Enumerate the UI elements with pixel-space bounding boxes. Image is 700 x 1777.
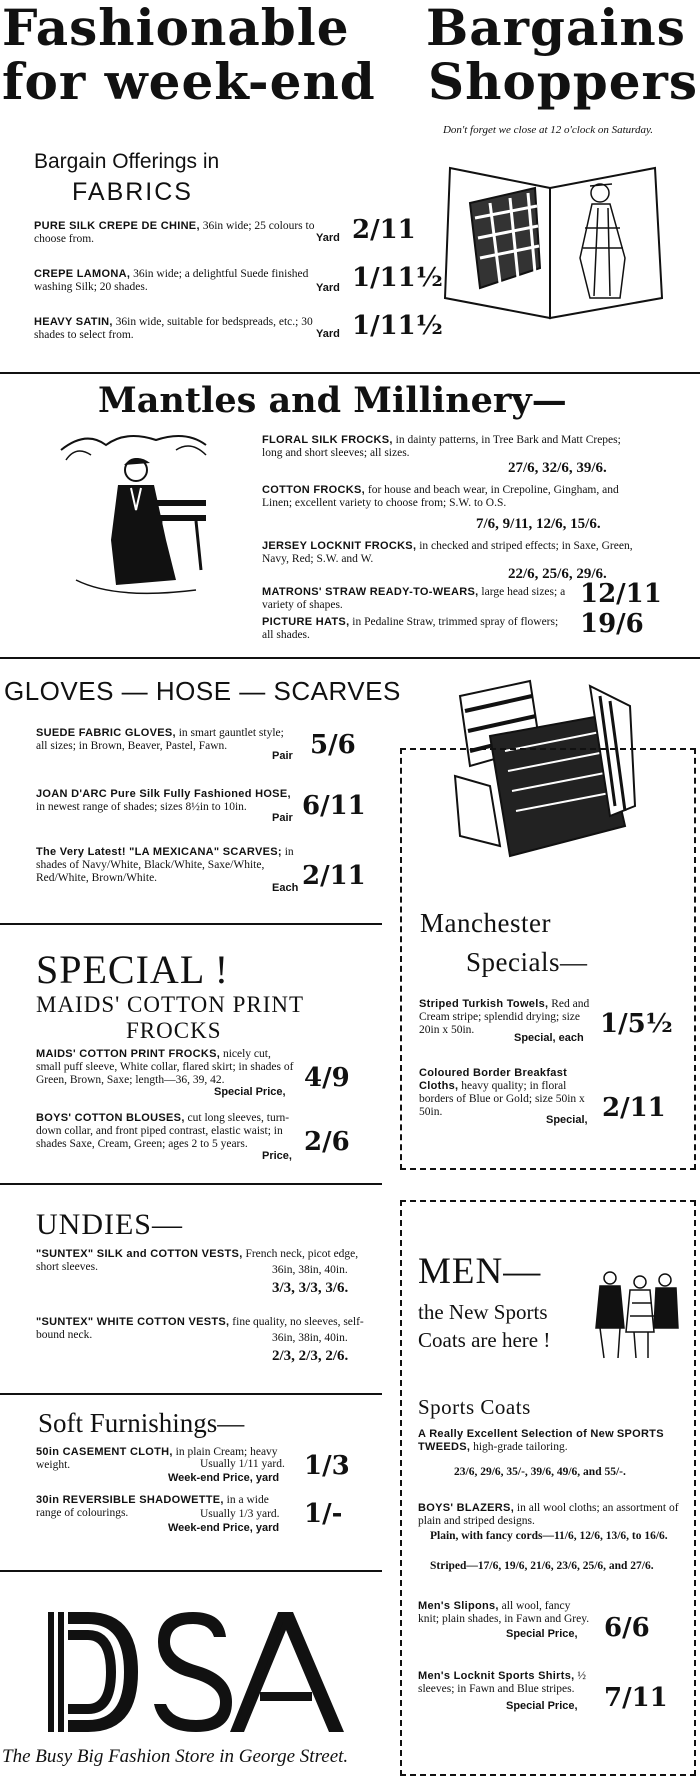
mantles-item-5-desc: in Pedaline Straw, trimmed spray of flowers; all shades. — [262, 616, 559, 641]
furnishings-item-2-price: 1/- — [304, 1499, 343, 1529]
blazers-plain: Plain, with fancy cords—11/6, 12/6, 13/6, to 16/6. — [430, 1530, 668, 1542]
mantles-item-3-name: JERSEY LOCKNIT FROCKS, — [262, 540, 417, 552]
men-item-2-name: Men's Locknit Sports Shirts, — [418, 1670, 575, 1682]
fabric-item-2-price: 1/11½ — [352, 263, 443, 293]
men-item-2-desc: ½ sleeves; in Fawn and Blue stripes. — [418, 1670, 586, 1695]
men-item-1-name: Men's Slipons, — [418, 1600, 499, 1612]
gloves-title: GLOVES — HOSE — SCARVES — [4, 676, 401, 706]
undies-item-1-prices: 3/3, 3/3, 3/6. — [272, 1280, 349, 1296]
fabric-item-1-text — [34, 220, 344, 246]
fabric-item-2-unit: Yard — [316, 282, 340, 294]
furnishings-title: Soft Furnishings— — [38, 1408, 245, 1438]
men-item-1-unit: Special Price, — [506, 1628, 578, 1640]
fabric-item-3-desc: 36in wide, suitable for bedspreads, etc.; 30 shades to select from. — [34, 316, 313, 341]
undies-item-1-name: "SUNTEX" SILK and COTTON VESTS, — [36, 1248, 243, 1260]
gloves-item-3-text — [36, 846, 294, 885]
special-item-2-text — [36, 1112, 296, 1151]
sports-desc — [418, 1428, 680, 1454]
undies-item-2-sizes: 36in, 38in, 40in. — [272, 1332, 348, 1344]
sports-desc-c: high-grade tailoring. — [473, 1441, 568, 1453]
men-item-2-text — [418, 1670, 593, 1696]
fabric-item-2-text — [34, 268, 344, 294]
divider-5 — [0, 1393, 382, 1395]
special-item-1-name: MAIDS' COTTON PRINT FROCKS, — [36, 1048, 221, 1060]
sports-desc-b: SPORTS TWEEDS, — [418, 1428, 664, 1453]
woman-on-bench-illustration — [56, 430, 216, 608]
gloves-item-2-name: JOAN D'ARC Pure Silk Fully Fashioned HOSE, — [36, 788, 291, 800]
gloves-item-3-price: 2/11 — [302, 861, 366, 891]
men-tagline-line2: Coats are here ! — [418, 1328, 551, 1352]
manchester-item-2-text — [419, 1067, 591, 1119]
special-item-1-text — [36, 1048, 296, 1087]
men-item-2-price: 7/11 — [604, 1683, 668, 1713]
special-item-1-price: 4/9 — [304, 1063, 350, 1093]
special-item-1-unit: Special Price, — [214, 1086, 286, 1098]
fabric-item-1-price: 2/11 — [352, 215, 416, 245]
furnishings-item-1-name: 50in CASEMENT CLOTH, — [36, 1446, 173, 1458]
gloves-item-2-price: 6/11 — [302, 791, 366, 821]
mantles-item-2-desc: for house and beach wear, in Crepoline, Gingham, and Linen; excellent variety to choose from; S.W. to O.S. — [262, 484, 619, 509]
furnishings-item-1-desc: in plain Cream; heavy weight. — [36, 1446, 278, 1471]
furnishings-item-2-usual: Usually 1/3 yard. — [200, 1508, 280, 1520]
men-title: MEN— — [418, 1251, 542, 1292]
blazers-striped: Striped—17/6, 19/6, 21/6, 23/6, 25/6, and 27/6. — [430, 1560, 654, 1572]
manchester-title-line2: Specials— — [466, 947, 588, 977]
mantles-item-1-prices: 27/6, 32/6, 39/6. — [508, 460, 607, 476]
special-item-1-desc: nicely cut, small puff sleeve, White collar, flared skirt; in shades of Green, Brown, Saxe; length—36, 39, 42. — [36, 1048, 294, 1086]
special-item-2-unit: Price, — [262, 1150, 292, 1162]
men-item-1-text — [418, 1600, 593, 1626]
headline-line2-left: for week-end — [2, 52, 376, 111]
sports-prices: 23/6, 29/6, 35/-, 39/6, 49/6, and 55/-. — [454, 1466, 626, 1478]
furnishings-item-1-usual: Usually 1/11 yard. — [200, 1458, 285, 1470]
furnishings-item-1-price: 1/3 — [304, 1451, 350, 1481]
divider-1 — [0, 372, 700, 374]
undies-item-1-desc: French neck, picot edge, short sleeves. — [36, 1248, 359, 1273]
closing-note: Don't forget we close at 12 o'clock on Saturday. — [442, 124, 654, 136]
undies-item-2-prices: 2/3, 2/3, 2/6. — [272, 1348, 349, 1364]
men-tagline-line1: the New Sports — [418, 1300, 548, 1324]
magazine-illustration — [440, 148, 670, 328]
gloves-item-3-unit: Each — [272, 882, 299, 894]
divider-6 — [0, 1570, 382, 1572]
fabric-item-1-name: PURE SILK CREPE DE CHINE, — [34, 220, 200, 232]
furnishings-item-2-name: 30in REVERSIBLE SHADOWETTE, — [36, 1494, 224, 1506]
dsa-logo — [48, 1612, 344, 1734]
mantles-item-5-name: PICTURE HATS, — [262, 616, 350, 628]
sports-title: Sports Coats — [418, 1395, 531, 1419]
headline-line1-right: Bargains — [426, 0, 686, 57]
gloves-item-3-desc: in shades of Navy/White, Black/White, Saxe/White, Red/White, Brown/White. — [36, 846, 294, 884]
mantles-item-3-text — [262, 540, 642, 566]
manchester-item-1-name: Striped Turkish Towels, — [419, 998, 549, 1010]
men-item-2-unit: Special Price, — [506, 1700, 578, 1712]
mantles-title: Mantles and Millinery— — [98, 380, 567, 421]
special-subtitle-line2: FROCKS — [126, 1018, 222, 1043]
special-title: SPECIAL ! — [36, 947, 230, 992]
gloves-item-2-desc: in newest range of shades; sizes 8½in to 10in. — [36, 801, 247, 813]
furnishings-item-2-desc: in a wide range of colourings. — [36, 1494, 269, 1519]
special-item-2-price: 2/6 — [304, 1127, 350, 1157]
fabric-item-3-unit: Yard — [316, 328, 340, 340]
gloves-item-2-text — [36, 788, 294, 814]
divider-2 — [0, 657, 700, 659]
mantles-item-1-desc: in dainty patterns, in Tree Bark and Matt Crepes; long and short sleeves; all sizes. — [262, 434, 621, 459]
headline-line2-right: Shoppers — [428, 52, 699, 111]
divider-3 — [0, 923, 382, 925]
manchester-item-1-unit: Special, each — [514, 1032, 584, 1044]
manchester-item-1-desc: Red and Cream stripe; splendid drying; size 20in x 50in. — [419, 998, 590, 1036]
gloves-item-2-unit: Pair — [272, 812, 293, 824]
mantles-item-3-prices: 22/6, 25/6, 29/6. — [508, 566, 607, 582]
fabric-item-2-desc: 36in wide; a delightful Suede finished washing Silk; 20 shades. — [34, 268, 309, 293]
men-illustration — [590, 1268, 680, 1360]
undies-item-1-sizes: 36in, 38in, 40in. — [272, 1264, 348, 1276]
fabrics-title-line2: FABRICS — [72, 178, 193, 206]
special-subtitle-line1: MAIDS' COTTON PRINT — [36, 992, 305, 1017]
undies-title: UNDIES— — [36, 1208, 183, 1241]
fabric-item-1-unit: Yard — [316, 232, 340, 244]
mantles-item-5-price: 19/6 — [580, 609, 644, 639]
fabric-item-3-price: 1/11½ — [352, 311, 443, 341]
mantles-item-4-desc: large head sizes; a variety of shapes. — [262, 586, 566, 611]
manchester-item-2-price: 2/11 — [602, 1093, 666, 1123]
divider-4 — [0, 1183, 382, 1185]
mantles-item-4-price: 12/11 — [580, 579, 662, 609]
manchester-item-2-name: Coloured Border Breakfast Cloths, — [419, 1067, 568, 1092]
mantles-item-5-text — [262, 616, 572, 642]
furnishings-item-2-unit: Week-end Price, yard — [168, 1522, 280, 1534]
gloves-item-1-text — [36, 727, 294, 753]
manchester-item-2-desc: heavy quality; in floral borders of Blue or Gold; size 50in x 50in. — [419, 1080, 585, 1118]
special-item-2-name: BOYS' COTTON BLOUSES, — [36, 1112, 185, 1124]
special-item-2-desc: cut long sleeves, turn-down collar, and front piped contrast, elastic waist; in shades Saxe, Cream, Green; ages 2 to 5 years. — [36, 1112, 290, 1150]
fabric-item-1-desc: 36in wide; 25 colours to choose from. — [34, 220, 315, 245]
mantles-item-1-text — [262, 434, 642, 460]
blazers-desc: in all wool cloths; an assortment of plain and striped designs. — [418, 1502, 679, 1527]
fabric-item-2-name: CREPE LAMONA, — [34, 268, 131, 280]
fabric-item-3-text — [34, 316, 344, 342]
fabric-item-3-name: HEAVY SATIN, — [34, 316, 113, 328]
footer-tagline: The Busy Big Fashion Store in George Street. — [2, 1746, 349, 1767]
men-item-1-price: 6/6 — [604, 1613, 650, 1643]
gloves-item-1-unit: Pair — [272, 750, 293, 762]
undies-item-2-name: "SUNTEX" WHITE COTTON VESTS, — [36, 1316, 230, 1328]
men-item-1-desc: all wool, fancy knit; plain shades, in Fawn and Grey. — [418, 1600, 590, 1625]
mantles-item-2-name: COTTON FROCKS, — [262, 484, 365, 496]
fabrics-title-line1: Bargain Offerings in — [34, 150, 220, 173]
mantles-item-2-prices: 7/6, 9/11, 12/6, 15/6. — [476, 516, 601, 532]
furnishings-item-1-unit: Week-end Price, yard — [168, 1472, 280, 1484]
mantles-item-1-name: FLORAL SILK FROCKS, — [262, 434, 393, 446]
manchester-item-2-unit: Special, — [546, 1114, 588, 1126]
gloves-item-1-price: 5/6 — [310, 730, 356, 760]
mantles-item-4-text — [262, 586, 572, 612]
sports-desc-a: A Really Excellent Selection of New — [418, 1428, 614, 1440]
gloves-item-3-name: The Very Latest! "LA MEXICANA" SCARVES; — [36, 846, 282, 858]
gloves-item-1-name: SUEDE FABRIC GLOVES, — [36, 727, 176, 739]
mantles-item-4-name: MATRONS' STRAW READY-TO-WEARS, — [262, 586, 479, 598]
undies-item-2-desc: fine quality, no sleeves, self-bound neck. — [36, 1316, 364, 1341]
blazers-text — [418, 1502, 680, 1528]
manchester-title-line1: Manchester — [420, 908, 551, 938]
mantles-item-2-text — [262, 484, 642, 510]
gloves-item-1-desc: in smart gauntlet style; all sizes; in Brown, Beaver, Pastel, Fawn. — [36, 727, 284, 752]
manchester-item-1-price: 1/5½ — [600, 1009, 673, 1039]
headline-line1-left: Fashionable — [2, 0, 350, 57]
mantles-item-3-desc: in checked and striped effects; in Saxe, Green, Navy, Red; S.W. and W. — [262, 540, 633, 565]
blazers-name: BOYS' BLAZERS, — [418, 1502, 515, 1514]
